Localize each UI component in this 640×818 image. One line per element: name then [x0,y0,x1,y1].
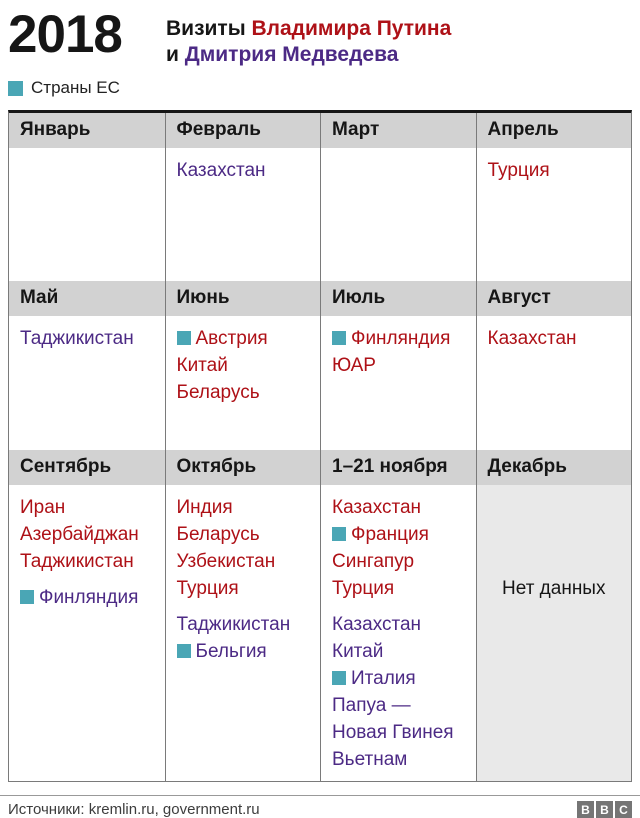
visit-entry [177,379,315,406]
visit-entry [177,611,315,638]
visit-entry [177,352,315,379]
month-header: Февраль [165,113,321,148]
month-cell [9,485,165,781]
visit-entry [177,494,315,521]
country-label: Турция [332,578,395,599]
legend [8,78,120,98]
eu-marker-icon [332,527,346,541]
header [0,0,640,110]
bbc-logo [577,801,632,818]
eu-legend-icon [8,81,23,96]
visit-group [20,325,159,352]
visit-entry [20,325,159,352]
visit-entry [332,575,470,602]
visit-group [488,157,626,184]
month-header: Октябрь [165,450,321,485]
visit-entry [488,325,626,352]
visit-entry [177,638,315,665]
country-label: Вьетнам [332,749,408,770]
visit-entry [177,157,315,184]
month-header: Март [320,113,476,148]
visit-entry [20,521,159,548]
eu-marker-icon [332,671,346,685]
month-header: Декабрь [476,450,632,485]
bbc-logo-block: C [615,801,632,818]
legend-label: Страны ЕС [31,78,120,97]
visit-entry [488,157,626,184]
country-label: Иран [20,497,66,518]
visit-entry [332,352,470,379]
month-cell [165,485,321,781]
country-label: Казахстан [176,160,266,181]
country-label: Таджикистан [20,551,134,572]
country-label: Казахстан [332,614,422,635]
country-label: Узбекистан [176,551,276,572]
month-header: Сентябрь [9,450,165,485]
visit-entry [20,584,159,611]
country-label: Сингапур [332,551,415,572]
country-label: Таджикистан [176,614,291,635]
visit-group [177,325,315,406]
month-cell [9,316,165,450]
country-label: Таджикистан [20,328,134,349]
year-label: 2018 [8,5,122,64]
visit-entry [20,494,159,521]
visit-entry [177,325,315,352]
visit-group [488,325,626,352]
visit-entry [20,548,159,575]
visit-entry [332,746,470,773]
visit-entry [332,692,470,746]
visit-entry [332,494,470,521]
country-label: Индия [176,497,233,518]
month-header: Июль [320,281,476,316]
visit-group [332,494,470,602]
visit-group [332,325,470,379]
month-cell [9,148,165,281]
visit-group [177,611,315,665]
country-label: Финляндия [351,328,451,349]
country-label: Турция [176,578,239,599]
visit-entry [332,325,470,352]
country-label: Австрия [195,328,268,349]
eu-marker-icon [177,331,191,345]
eu-marker-icon [177,644,191,658]
country-label: Китай [332,641,384,662]
visit-entry [177,548,315,575]
putin-name: Владимира Путина [251,17,452,40]
country-label: Финляндия [39,587,139,608]
medvedev-name: Дмитрия Медведева [184,43,399,66]
month-cell [476,316,632,450]
no-data-note: Нет данных [502,578,606,599]
country-label: Франция [351,524,429,545]
month-header: Июнь [165,281,321,316]
month-cell [320,485,476,781]
visit-group [20,494,159,575]
country-label: Турция [487,160,550,181]
visit-entry [332,611,470,638]
visit-entry [177,521,315,548]
month-header: Апрель [476,113,632,148]
country-label: Италия [351,668,416,689]
visit-entry [332,521,470,548]
month-cell [165,148,321,281]
visit-group [177,157,315,184]
visit-entry [332,665,470,692]
title-prefix: Визиты [166,17,246,40]
month-cell [320,316,476,450]
month-header: Январь [9,113,165,148]
month-header: 1–21 ноября [320,450,476,485]
country-label: Беларусь [176,382,260,403]
country-label: ЮАР [332,355,376,376]
month-cell [320,148,476,281]
title-conjunction: и [166,43,179,66]
visit-entry [332,638,470,665]
page-title [166,16,451,68]
bbc-logo-block: B [596,801,613,818]
country-label: Китай [176,355,228,376]
visit-group [177,494,315,602]
eu-marker-icon [332,331,346,345]
visit-entry [177,575,315,602]
country-label: Казахстан [487,328,577,349]
month-header: Август [476,281,632,316]
calendar-grid [8,110,632,782]
month-cell [476,485,632,781]
month-cell [476,148,632,281]
country-label: Казахстан [332,497,422,518]
country-label: Азербайджан [20,524,139,545]
month-header: Май [9,281,165,316]
country-label: Папуа — Новая Гвинея [332,695,454,743]
country-label: Беларусь [176,524,260,545]
visit-group [20,584,159,611]
month-cell [165,316,321,450]
country-label: Бельгия [195,641,267,662]
visit-group [332,611,470,773]
eu-marker-icon [20,590,34,604]
sources-text: Источники: kremlin.ru, government.ru [8,801,260,818]
visit-entry [332,548,470,575]
bbc-logo-block: B [577,801,594,818]
